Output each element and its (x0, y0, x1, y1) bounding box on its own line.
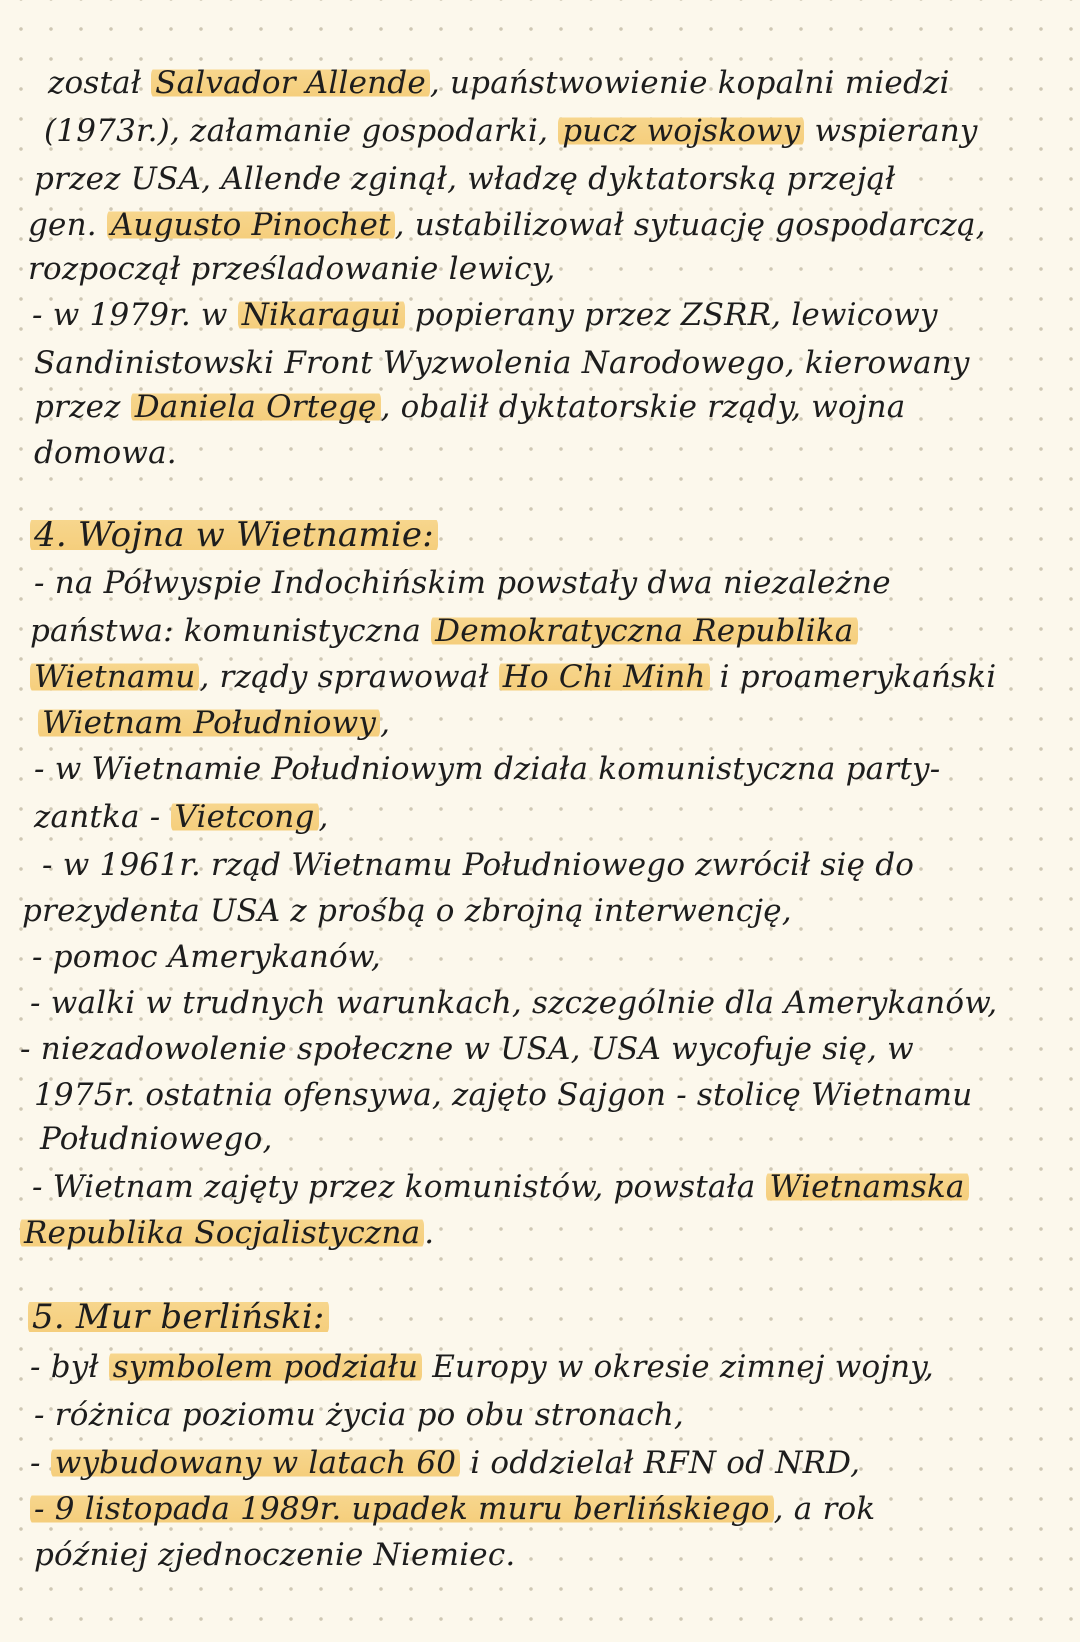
note-line: - w 1961r. rząd Wietnamu Południowego zwrócił się do (42, 847, 915, 883)
note-line: (1973r.), załamanie gospodarki, pucz wojskowy wspierany (44, 113, 978, 149)
note-line: domowa. (34, 435, 177, 471)
note-line: - w 1979r. w Nikaragui popierany przez ZSRR, lewicowy (32, 297, 938, 333)
note-line: prezydenta USA z prośbą o zbrojną interwencję, (22, 893, 792, 929)
note-line: rozpoczął prześladowanie lewicy, (28, 251, 556, 287)
note-line: - pomoc Amerykanów, (32, 939, 381, 975)
note-line: państwa: komunistyczna Demokratyczna Republika (30, 608, 1080, 654)
note-line: - niezadowolenie społeczne w USA, USA wycofuje się, w (20, 1031, 914, 1067)
note-line: później zjednoczenie Niemiec. (34, 1537, 516, 1573)
note-line: 1975r. ostatnia ofensywa, zajęto Sajgon - stolicę Wietnamu (34, 1077, 973, 1113)
section-heading: 4. Wojna w Wietnamie: (30, 510, 1080, 560)
note-line: - wybudowany w latach 60 i oddzielał RFN od NRD, (30, 1445, 861, 1481)
note-line: - walki w trudnych warunkach, szczególnie dla Amerykanów, (30, 985, 998, 1021)
note-line: gen. Augusto Pinochet , ustabilizował sytuację gospodarczą, (28, 207, 986, 243)
note-line: - na Półwyspie Indochińskim powstały dwa niezależne (34, 565, 891, 601)
note-line: - w Wietnamie Południowym działa komunistyczna party- (34, 751, 941, 787)
note-line: - różnica poziomu życia po obu stronach, (34, 1397, 684, 1433)
note-line: - Wietnam zajęty przez komunistów, powstała Wietnamska (32, 1164, 1080, 1210)
note-line: przez Daniela Ortegę , obalił dyktatorskie rządy, wojna (34, 389, 906, 425)
section-heading: 5. Mur berliński: (28, 1292, 1080, 1342)
note-line: Republika Socjalistyczna . (20, 1210, 1080, 1256)
note-line: zantka - Vietcong , (34, 799, 329, 835)
note-line: został Salvador Allende , upaństwowienie kopalni miedzi (48, 65, 950, 101)
note-line: Wietnamu , rządy sprawował Ho Chi Minh i proamerykański (30, 654, 1080, 700)
note-line: - był symbolem podziału Europy w okresie zimnej wojny, (30, 1349, 934, 1385)
note-line: Południowego, (40, 1121, 273, 1157)
note-line: Sandinistowski Front Wyzwolenia Narodowego, kierowany (34, 345, 970, 381)
note-line: przez USA, Allende zginął, władzę dyktatorską przejął (34, 161, 896, 197)
note-line: - 9 listopada 1989r. upadek muru berlińskiego , a rok (30, 1486, 1080, 1532)
note-line: Wietnam Południowy , (38, 700, 1080, 746)
